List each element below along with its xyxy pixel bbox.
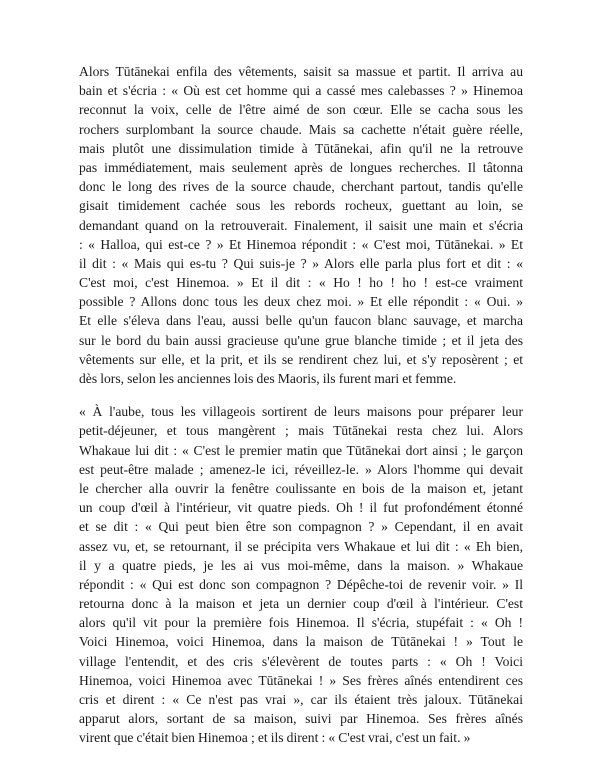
text-line: « À l'aube, tous les villageois sortirent de leurs maisons pour préparer leur bbox=[79, 404, 523, 420]
text-line: petit-déjeuner, et tous mangèrent ; mais Tūtānekai resta chez lui. Alors bbox=[79, 423, 523, 439]
text-line: le chercher alla ouvrir la fenêtre coulissante en bois de la maison et, jetant bbox=[79, 480, 523, 496]
text-line: village l'entendit, et des cris s'élevèrent de toutes parts : « Oh ! Voici bbox=[79, 653, 523, 669]
text-line: C'est moi, c'est Hinemoa. » Et il dit : « Ho ! ho ! ho ! est-ce vraiment bbox=[79, 275, 523, 291]
paragraph-1 bbox=[79, 62, 523, 388]
text-line: alors qu'il vit pour la première fois Hinemoa. Il s'écria, stupéfait : « Oh ! bbox=[79, 615, 523, 631]
text-line: est peut-être malade ; amenez-le ici, réveillez-le. » Alors l'homme qui devait bbox=[79, 461, 523, 477]
text-line: sur le bord du bain aussi gracieuse qu'une grue blanche timide ; et il jeta des bbox=[79, 332, 523, 348]
text-line: il y a quatre pieds, je les ai vus moi-même, dans la maison. » Whakaue bbox=[79, 557, 523, 573]
text-line: Whakaue lui dit : « C'est le premier matin que Tūtānekai dort ainsi ; le garçon bbox=[79, 442, 523, 458]
text-line: il dit : « Mais qui es-tu ? Qui suis-je ? » Alors elle parla plus fort et dit : « bbox=[79, 255, 523, 271]
text-line: un coup d'œil à l'intérieur, vit quatre pieds. Oh ! il fut profondément étonné bbox=[79, 500, 523, 516]
text-line: pas immédiatement, mais seulement après de longues recherches. Il tâtonna bbox=[79, 159, 523, 175]
paragraph-gap bbox=[79, 388, 523, 402]
text-line: Et elle s'éleva dans l'eau, aussi belle qu'un faucon blanc sauvage, et marcha bbox=[79, 313, 523, 329]
text-line: bain et s'écria : « Où est cet homme qui a cassé mes calebasses ? » Hinemoa bbox=[79, 83, 523, 99]
text-line: Alors Tūtānekai enfila des vêtements, saisit sa massue et partit. Il arriva au bbox=[79, 64, 523, 79]
text-line: rochers surplombant la source chaude. Mais sa cachette n'était guère réelle, bbox=[79, 121, 523, 137]
text-line: possible ? Allons donc tous les deux chez moi. » Et elle répondit : « Oui. » bbox=[79, 294, 523, 310]
text-line: dès lors, selon les anciennes lois des Maoris, ils furent mari et femme. bbox=[79, 371, 457, 386]
text-line: Hinemoa, voici Hinemoa avec Tūtānekai ! » Ses frères aînés entendirent ces bbox=[79, 672, 523, 688]
text-line: gisait timidement cachée sous les rebords rocheux, guettant au loin, se bbox=[79, 198, 523, 214]
text-line: cris et dirent : « Ce n'est pas vrai », car ils étaient très jaloux. Tūtānekai bbox=[79, 692, 523, 707]
text-line: assez vu, et, se retournant, il se précipita vers Whakaue et lui dit : « Eh bien, bbox=[79, 538, 523, 554]
text-line: et se dit : « Qui peut bien être son compagnon ? » Cependant, il en avait bbox=[79, 519, 523, 535]
text-line: : « Halloa, qui est-ce ? » Et Hinemoa répondit : « C'est moi, Tūtānekai. » Et bbox=[79, 236, 523, 252]
paragraph-2 bbox=[79, 402, 523, 747]
text-line: donc le long des rives de la source chaude, cherchant partout, tandis qu'elle bbox=[79, 179, 523, 195]
text-line: mais plutôt une dissimulation timide à Tūtānekai, afin qu'il ne la retrouve bbox=[79, 140, 523, 156]
document-page bbox=[79, 62, 523, 748]
text-line: virent que c'était bien Hinemoa ; et ils dirent : « C'est vrai, c'est un fait. » bbox=[79, 730, 471, 746]
text-line: répondit : « Qui est donc son compagnon ? Dépêche-toi de revenir voir. » Il bbox=[79, 576, 523, 592]
text-line: demandant quand on la retrouverait. Finalement, il saisit une main et s'écria bbox=[79, 217, 523, 233]
text-line: vêtements sur elle, et la prit, et ils se rendirent chez lui, et s'y reposèrent ; et bbox=[79, 351, 523, 367]
text-line: reconnut la voix, celle de l'être aimé de son cœur. Elle se cacha sous les bbox=[79, 102, 523, 118]
text-line: retourna donc à la maison et jeta un dernier coup d'œil à l'intérieur. C'est bbox=[79, 596, 523, 612]
text-line: Voici Hinemoa, voici Hinemoa, dans la maison de Tūtānekai ! » Tout le bbox=[79, 634, 523, 650]
text-line: apparut alors, sortant de sa maison, suivi par Hinemoa. Ses frères aînés bbox=[79, 711, 523, 727]
